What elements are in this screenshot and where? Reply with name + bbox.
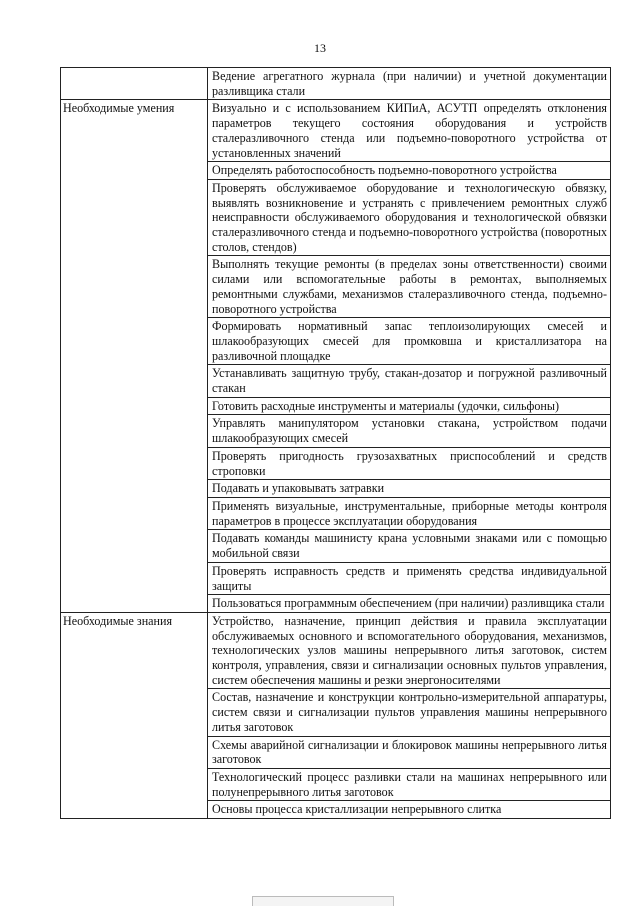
row-text: Пользоваться программным обеспечением (при наличии) разливщика стали: [208, 595, 611, 613]
row-text: Основы процесса кристаллизации непрерывного слитка: [208, 801, 611, 819]
row-text: Подавать и упаковывать затравки: [208, 480, 611, 498]
row-text: Проверять исправность средств и применять средства индивидуальной защиты: [208, 562, 611, 594]
competency-table: [60, 67, 611, 819]
row-text: Управлять манипулятором установки стакана, устройством подачи шлакообразующих смесей: [208, 415, 611, 447]
row-text: Технологический процесс разливки стали на машинах непрерывного или полунепрерывного литья заготовок: [208, 768, 611, 800]
row-text: Проверять пригодность грузозахватных приспособлений и средств строповки: [208, 447, 611, 479]
row-text: Состав, назначение и конструкции контрольно-измерительной аппаратуры, систем связи и сигнализации пультов управления машины непрерывного литья заготовок: [208, 689, 611, 736]
row-text: Устройство, назначение, принцип действия и правила эксплуатации обслуживаемых основного и вспомогательного оборудования, механизмов, технологических узлов машины непрерывного литья заготовок, систем контроля, управления, связи и сигнализации основных пультов управления, систем обеспечения машины и резки энергоносителями: [208, 612, 611, 689]
row-text: Подавать команды машинисту крана условными знаками или с помощью мобильной связи: [208, 530, 611, 562]
row-text: Схемы аварийной сигнализации и блокировок машины непрерывного литья заготовок: [208, 736, 611, 768]
row-text: Устанавливать защитную трубу, стакан-дозатор и погружной разливочный стакан: [208, 365, 611, 397]
table-row: [61, 612, 611, 689]
row-text: Ведение агрегатного журнала (при наличии) и учетной документации разливщика стали: [208, 68, 611, 100]
row-text: Определять работоспособность подъемно-поворотного устройства: [208, 162, 611, 180]
row-text: Готовить расходные инструменты и материалы (удочки, сильфоны): [208, 397, 611, 415]
row-text: Визуально и с использованием КИПиА, АСУТП определять отклонения параметров текущего состояния оборудования и устройств сталеразливочного стенда или подъемно-поворотного устройства от установленных значений: [208, 100, 611, 162]
knowledge-label: Необходимые знания: [61, 612, 208, 818]
page-number: 13: [314, 41, 326, 55]
row-text: Выполнять текущие ремонты (в пределах зоны ответственности) своими силами или вспомогательные работы в ремонтах, выполняемых ремонтными службами, механизмов сталеразливочного стенда, подъемно-поворотного устройства: [208, 256, 611, 318]
row-text: Применять визуальные, инструментальные, приборные методы контроля параметров в процессе эксплуатации оборудования: [208, 497, 611, 529]
row-text: Проверять обслуживаемое оборудование и технологическую обвязку, выявлять возникновение и устранять с привлечением ремонтных служб неисправности обслуживаемого оборудования и технологической обвязки сталеразливочного стенда и подъемно-поворотного устройства (поворотных столов, стендов): [208, 179, 611, 256]
table-row: [61, 68, 611, 100]
row-text: Формировать нормативный запас теплоизолирующих смесей и шлакообразующих смесей для промковша и кристаллизатора на разливочной площадке: [208, 318, 611, 365]
skills-label: Необходимые умения: [61, 100, 208, 613]
row-label-empty: [61, 68, 208, 100]
table-row: [61, 100, 611, 162]
